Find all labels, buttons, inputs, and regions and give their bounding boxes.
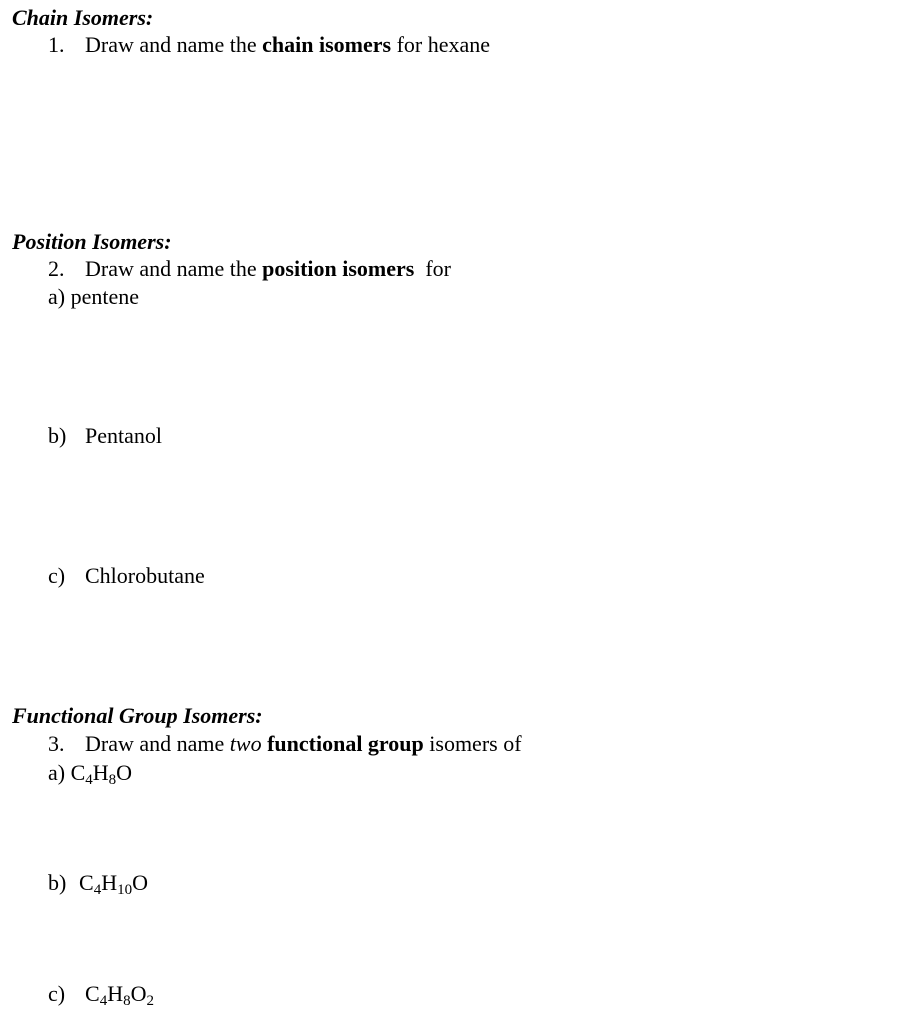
question-text-end: for: [414, 256, 451, 281]
question-emphasis: two: [229, 731, 262, 756]
part-3b: [48, 870, 148, 898]
chemical-formula: $C_4H_8O$: [70, 760, 133, 788]
question-number: 3.: [48, 731, 65, 756]
part-3a: [48, 760, 133, 788]
part-text: Pentanol: [85, 423, 162, 448]
question-3: [48, 733, 522, 755]
part-label: c): [48, 981, 66, 1006]
part-2a: [48, 286, 139, 308]
section-heading-position-isomers: Position Isomers:: [12, 229, 172, 254]
part-text: Chlorobutane: [85, 563, 205, 588]
question-keyword: chain isomers: [262, 32, 392, 57]
question-keyword: functional group: [267, 731, 424, 756]
question-text: Draw and name the: [85, 256, 263, 281]
part-label: b): [48, 423, 67, 448]
part-2c: [48, 565, 205, 587]
part-label: a): [48, 760, 66, 785]
part-2b: [48, 425, 162, 447]
question-text-end: isomers of: [423, 731, 522, 756]
part-3c: [48, 981, 154, 1009]
question-number: 2.: [48, 256, 65, 281]
section-heading-chain-isomers: Chain Isomers:: [12, 5, 154, 30]
question-text: Draw and name: [85, 731, 230, 756]
part-label: b): [48, 870, 67, 895]
question-keyword: position isomers: [262, 256, 415, 281]
part-label: a) pentene: [48, 284, 139, 309]
question-number: 1.: [48, 32, 65, 57]
question-1: [48, 34, 490, 56]
part-label: c): [48, 563, 66, 588]
question-2: [48, 258, 451, 280]
section-heading-functional-group-isomers: Functional Group Isomers:: [12, 703, 263, 728]
question-text-end: for hexane: [391, 32, 491, 57]
chemical-formula: $C_4H_8O_2$: [85, 981, 154, 1009]
question-text: Draw and name the: [85, 32, 263, 57]
chemical-formula: $C_4H_{10}O$: [79, 870, 148, 898]
